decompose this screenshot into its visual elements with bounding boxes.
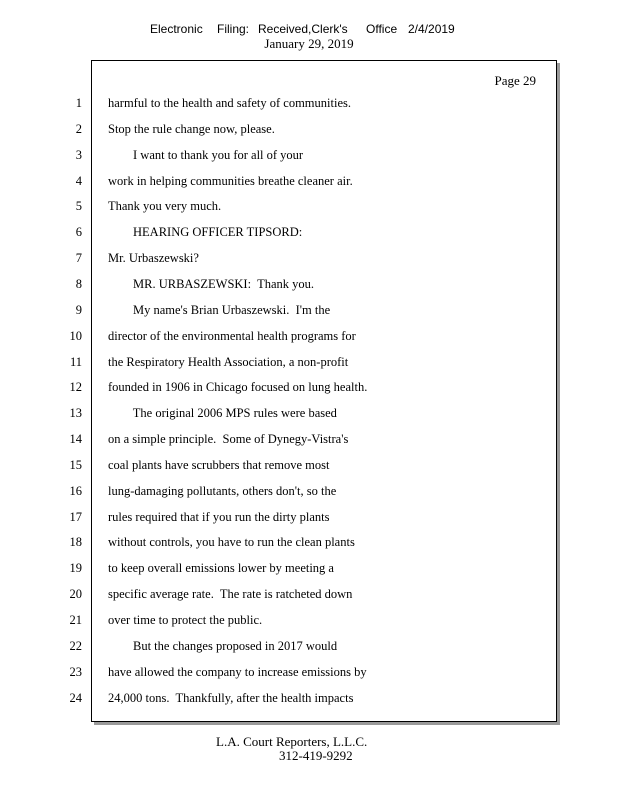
line-number: 11 bbox=[69, 355, 82, 369]
transcript-line-text: work in helping communities breathe cleaner air. bbox=[108, 174, 353, 188]
transcript-line-text: founded in 1906 in Chicago focused on lung health. bbox=[108, 380, 368, 394]
line-number: 14 bbox=[69, 432, 82, 446]
line-number: 18 bbox=[69, 535, 82, 549]
transcript-line-text: Mr. Urbaszewski? bbox=[108, 251, 199, 265]
transcript-line-text: the Respiratory Health Association, a non-profit bbox=[108, 355, 349, 369]
line-number: 23 bbox=[69, 665, 82, 679]
line-number: 2 bbox=[75, 122, 82, 136]
transcript-line-text: over time to protect the public. bbox=[108, 613, 263, 627]
transcript-line-text: have allowed the company to increase emissions by bbox=[108, 665, 367, 679]
footer-company: L.A. Court Reporters, L.L.C. bbox=[216, 734, 368, 749]
line-number: 19 bbox=[69, 561, 82, 575]
transcript-line-text: My name's Brian Urbaszewski. I'm the bbox=[108, 303, 331, 317]
transcript-line-text: rules required that if you run the dirty plants bbox=[108, 510, 330, 524]
transcript-line-text: on a simple principle. Some of Dynegy-Vistra's bbox=[108, 432, 349, 446]
line-number: 4 bbox=[75, 174, 82, 188]
transcript-line-text: I want to thank you for all of your bbox=[108, 148, 304, 162]
page-number: Page 29 bbox=[494, 73, 536, 88]
stamp-word-office: Office bbox=[366, 22, 398, 36]
transcript-line-text: to keep overall emissions lower by meeting a bbox=[108, 561, 334, 575]
line-number: 1 bbox=[75, 96, 82, 110]
stamp-word-filing: Filing: bbox=[217, 22, 250, 36]
transcript-line-text: 24,000 tons. Thankfully, after the health impacts bbox=[108, 691, 354, 705]
stamp-word-date: 2/4/2019 bbox=[408, 22, 455, 36]
line-number: 8 bbox=[75, 277, 82, 291]
transcript-line-text: Stop the rule change now, please. bbox=[108, 122, 275, 136]
filing-date: January 29, 2019 bbox=[264, 36, 354, 51]
line-number: 17 bbox=[69, 510, 82, 524]
transcript-line-text: director of the environmental health programs for bbox=[108, 329, 356, 343]
stamp-word-received-clerks: Received,Clerk's bbox=[258, 22, 348, 36]
transcript-line-text: Thank you very much. bbox=[108, 199, 222, 213]
transcript-line-text: lung-damaging pollutants, others don't, so the bbox=[108, 484, 337, 498]
line-number: 20 bbox=[69, 587, 82, 601]
line-number: 21 bbox=[69, 613, 82, 627]
line-number: 6 bbox=[75, 225, 82, 239]
line-number: 22 bbox=[69, 639, 82, 653]
line-number: 15 bbox=[69, 458, 82, 472]
filing-stamp bbox=[0, 21, 618, 37]
stamp-word-electronic: Electronic bbox=[150, 22, 203, 36]
line-number: 24 bbox=[69, 691, 82, 705]
transcript-line-text: HEARING OFFICER TIPSORD: bbox=[108, 225, 303, 239]
transcript-line-text: without controls, you have to run the clean plants bbox=[108, 535, 355, 549]
line-number: 3 bbox=[75, 148, 82, 162]
transcript-line-text: specific average rate. The rate is ratcheted down bbox=[108, 587, 353, 601]
line-number: 7 bbox=[75, 251, 82, 265]
transcript-line-text: But the changes proposed in 2017 would bbox=[108, 639, 338, 653]
transcript-line-text: coal plants have scrubbers that remove most bbox=[108, 458, 330, 472]
transcript-line-text: The original 2006 MPS rules were based bbox=[108, 406, 337, 420]
line-number: 5 bbox=[75, 199, 82, 213]
line-number: 16 bbox=[69, 484, 82, 498]
line-number: 9 bbox=[75, 303, 82, 317]
line-number: 10 bbox=[69, 329, 82, 343]
footer-phone: 312-419-9292 bbox=[279, 748, 353, 763]
transcript-line-text: harmful to the health and safety of communities. bbox=[108, 96, 351, 110]
line-number: 13 bbox=[69, 406, 82, 420]
line-number: 12 bbox=[69, 380, 82, 394]
transcript-line-text: MR. URBASZEWSKI: Thank you. bbox=[108, 277, 315, 291]
